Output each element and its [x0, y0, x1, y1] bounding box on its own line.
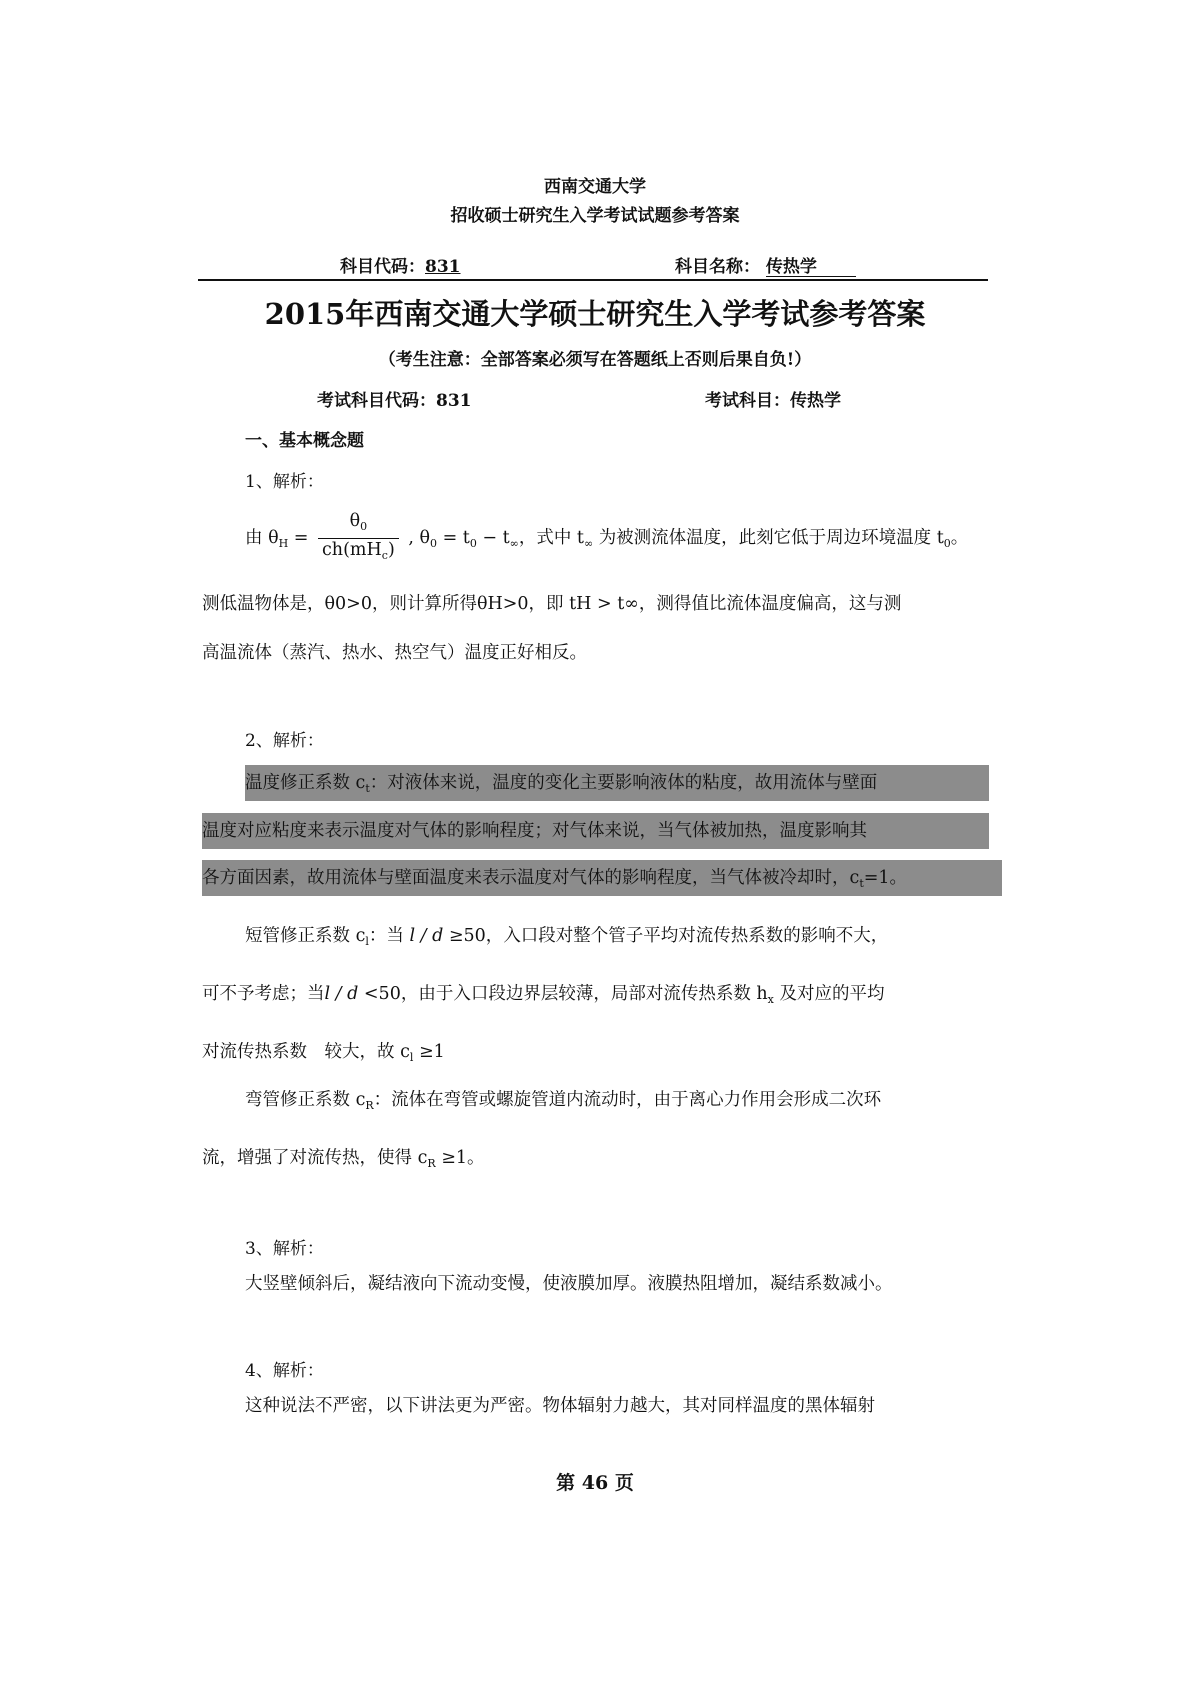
exam-code: 考试科目代码：831: [317, 391, 472, 411]
answer-3-text: 大竖壁倾斜后，凝结液向下流动变慢，使液膜加厚。液膜热阻增加，凝结系数减小。: [245, 1274, 893, 1294]
subject-name: [675, 252, 856, 277]
answer-3-label: 3、解析：: [245, 1239, 324, 1259]
page-title: 2015年西南交通大学硕士研究生入学考试参考答案: [264, 297, 926, 331]
highlighted-line-1: 温度修正系数 $c_t$：对液体来说，温度的变化主要影响液体的粘度，故用流体与壁面: [245, 765, 989, 801]
subject-code: [340, 252, 461, 277]
highlighted-line-2: 温度对应粘度来表示温度对气体的影响程度；对气体来说，当气体被加热，温度影响其: [202, 813, 989, 849]
answer-1-label: 1、解析：: [245, 472, 324, 492]
university-name: 西南交通大学: [544, 177, 646, 197]
candidate-notice: （考生注意：全部答案必须写在答题纸上否则后果自负!）: [378, 350, 812, 370]
answer-4-label: 4、解析：: [245, 1361, 324, 1381]
answer-4-text: 这种说法不严密，以下讲法更为严密。物体辐射力越大，其对同样温度的黑体辐射: [245, 1396, 875, 1416]
subject-code-label: 科目代码：: [340, 257, 425, 277]
subject-name-value: 传热学: [766, 258, 856, 277]
subject-name-label: 科目名称：: [675, 257, 760, 277]
answer-1-formula-line: 由 $\theta_H$ = $\frac{\theta_0}{ch(mH_c)}$ , $\theta_0 = t_0 - t_\infty$，式中 $t_\infty$ 为被测流体温度，此刻它低于周边环境温度 $t_0$。: [202, 510, 990, 567]
answer-2-paragraph-3: 弯管修正系数 $c_R$：流体在弯管或螺旋管道内流动时，由于离心力作用会形成二次环 流，增强了对流传热，使得 $c_R \ge 1$。: [202, 1090, 882, 1170]
answer-1-line-3: 高温流体（蒸汽、热水、热空气）温度正好相反。: [202, 643, 587, 663]
fraction: $\frac{\theta_0}{ch(mH_c)}$: [318, 510, 399, 567]
exam-subject: 考试科目：传热学: [705, 391, 841, 411]
answer-2-paragraph-2: 短管修正系数 $c_l$：当 l / d ≥50，入口段对整个管子平均对流传热系数的影响不大， 可不予考虑；当l / d <50，由于入口段边界层较薄，局部对流传热系数 $h_x$ 及对应的平均 对流传热系数 较大，故 $c_l \ge 1$: [202, 926, 889, 1064]
section-title: 一、基本概念题: [245, 431, 364, 451]
page-number: 第 46 页: [556, 1472, 634, 1494]
header-rule: [198, 279, 988, 281]
document-subtitle: 招收硕士研究生入学考试试题参考答案: [450, 206, 740, 226]
highlighted-line-3: 各方面因素，故用流体与壁面温度来表示温度对气体的影响程度，当气体被冷却时，$c_t=1$。: [202, 860, 1002, 896]
answer-2-label: 2、解析：: [245, 731, 324, 751]
answer-1-text: 为被测流体温度，此刻它低于周边环境温度: [598, 528, 932, 548]
answer-1-line-2: 测低温物体是，θ0>0，则计算所得θH>0，即 tH > t∞，测得值比流体温度偏高，这与测: [202, 594, 902, 614]
subject-code-value: 831: [425, 257, 461, 277]
